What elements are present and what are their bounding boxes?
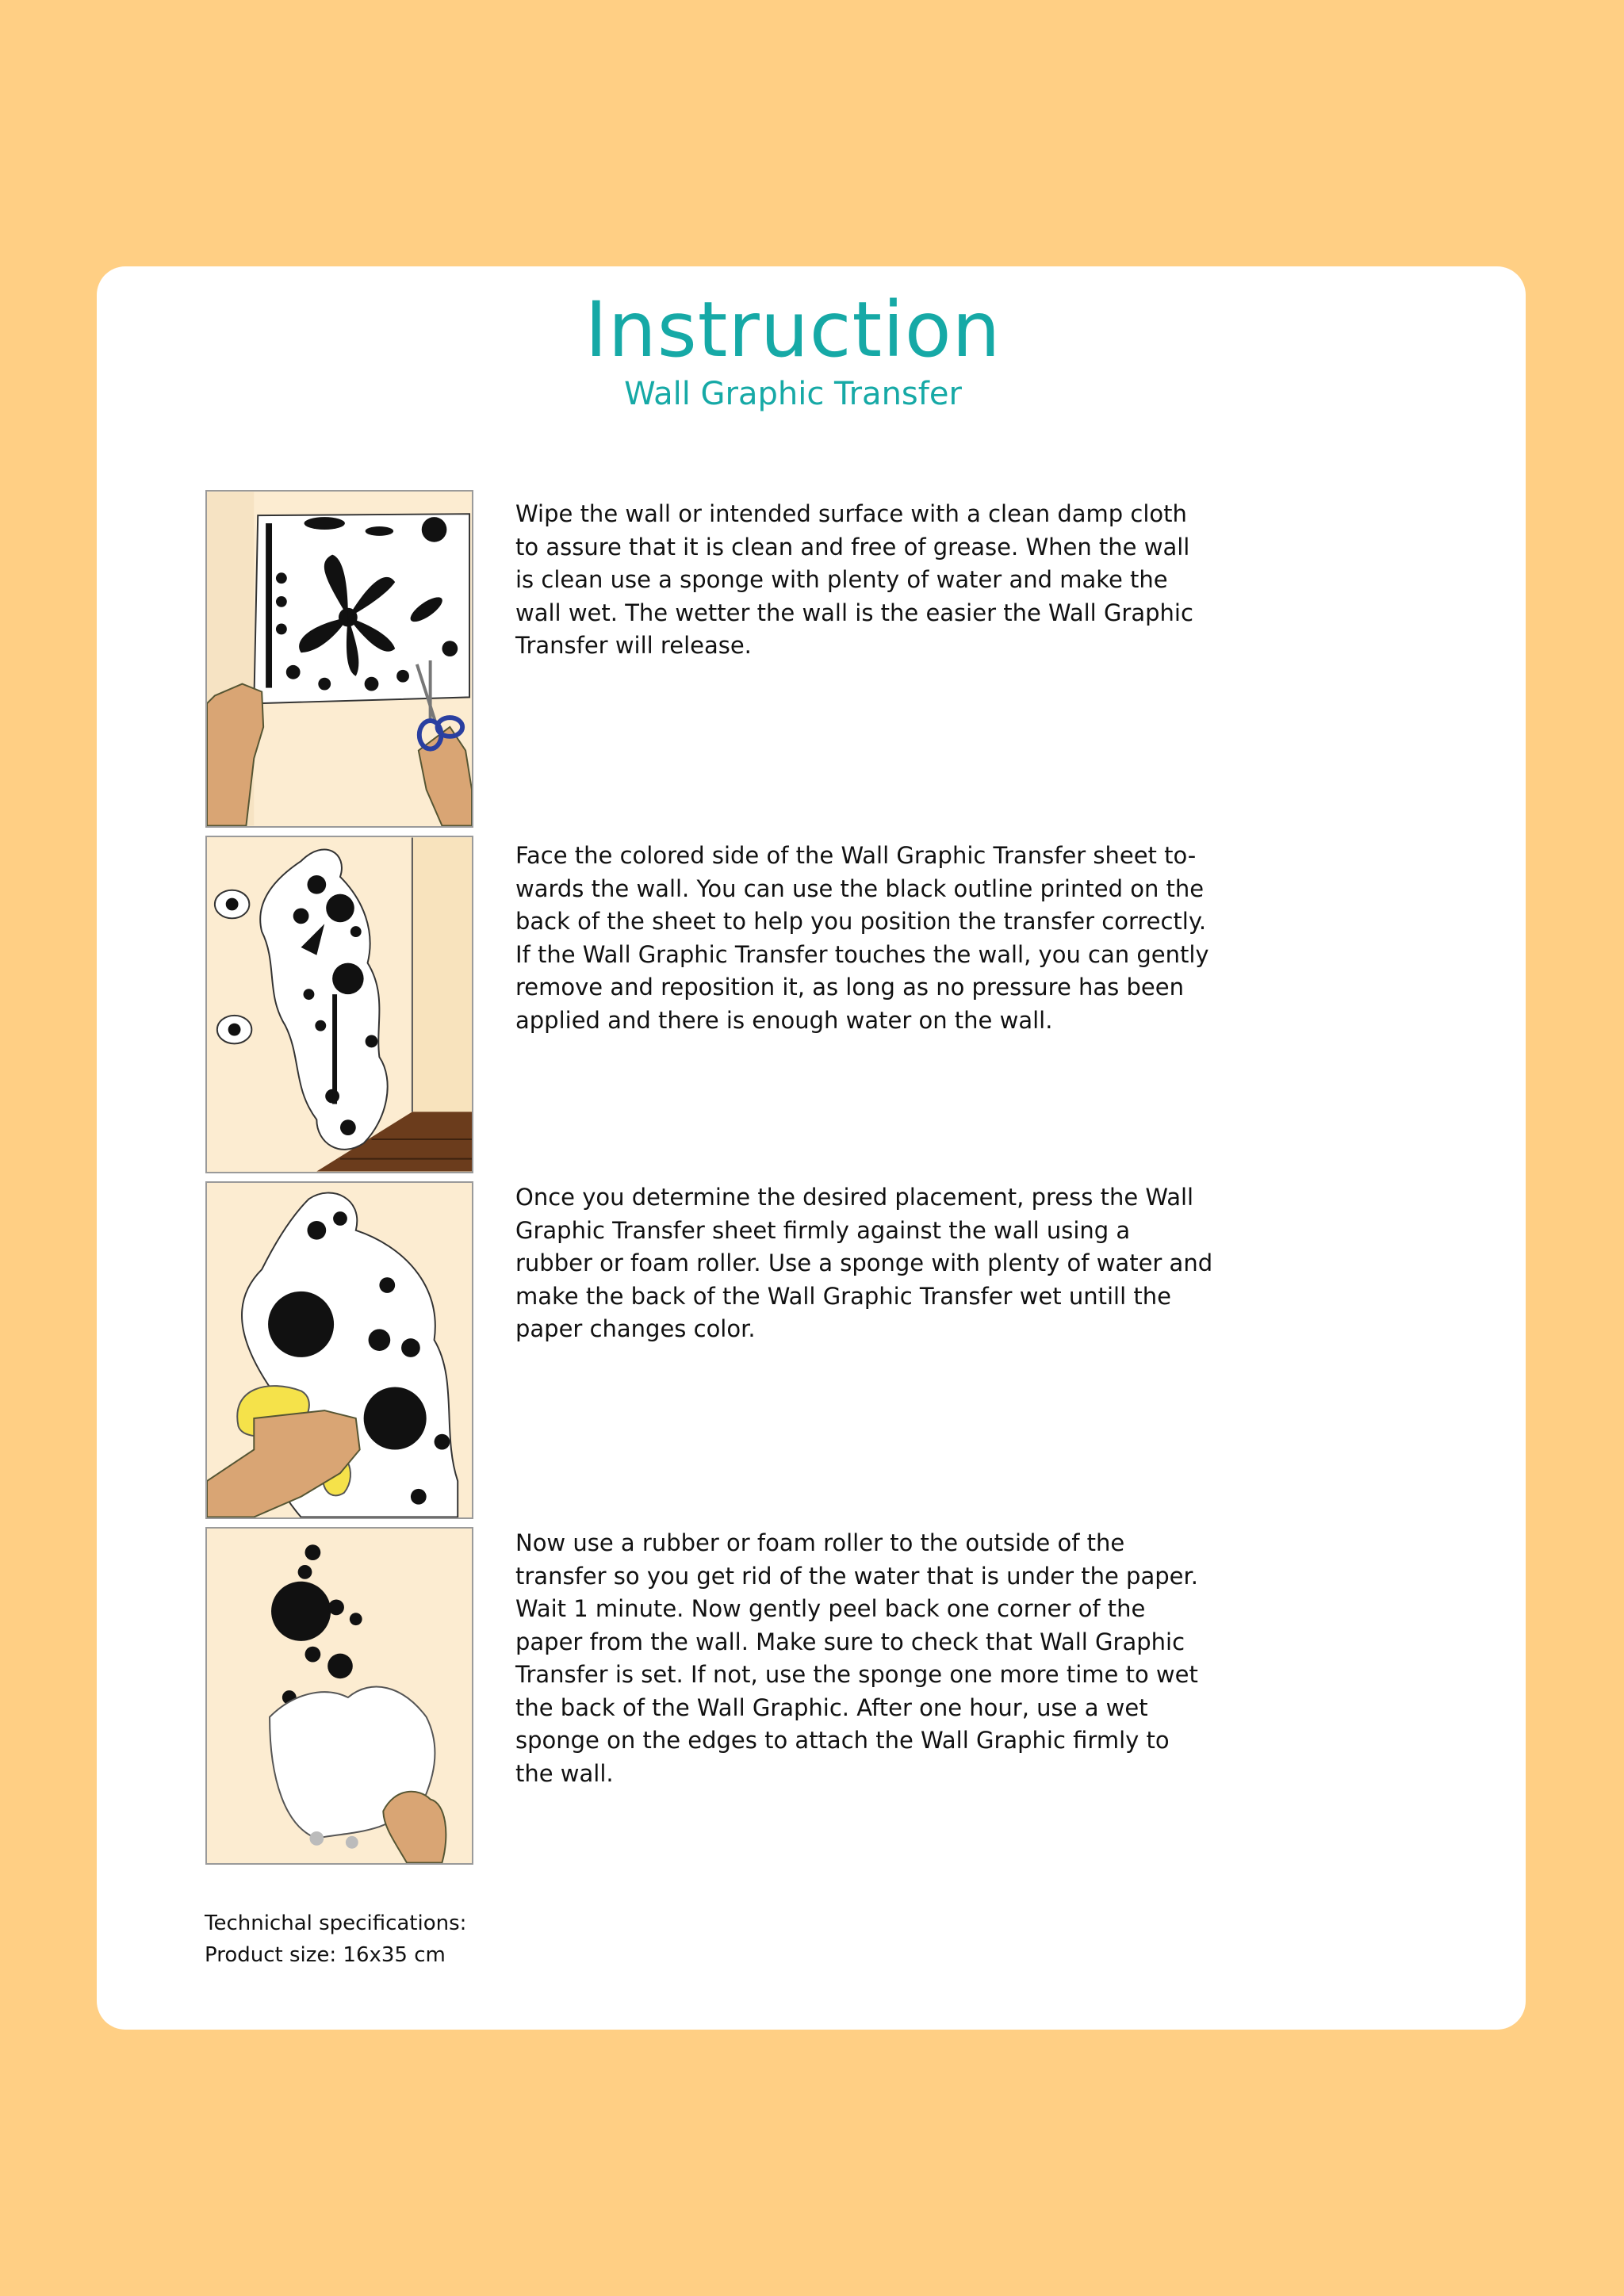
- step-4-text: Now use a rubber or foam roller to the outside of the transfer so you get rid of the water that is under the paper. Wait 1 minute. Now gently peel back one corner of the paper from the wall. Make sure to check that Wall Graphic Transfer is set. If not, use the sponge one more time to wet the back of the Wall Graphic. After one hour, use a wet sponge on the edges to attach the Wall Graphic firmly to the wall.: [515, 1529, 1198, 1787]
- step-4-illustration: [205, 1527, 473, 1865]
- step-2-text: Face the colored side of the Wall Graphic Transfer sheet to-wards the wall. You can use the black outline printed on the back of the sheet to help you position the transfer correctly. If the Wall Graphic Transfer touches the wall, you can gently remove and reposition it, as long as no pressure has been applied and there is enough water on the wall.: [515, 842, 1209, 1034]
- step-1-illustration: [205, 490, 473, 828]
- step-2-illustration: [205, 836, 473, 1173]
- step-1-text: Wipe the wall or intended surface with a clean damp cloth to assure that it is clean and free of grease. When the wall is clean use a sponge with plenty of water and make the wall wet. The wetter the wall is the easier the Wall Graphic Transfer will release.: [515, 500, 1193, 659]
- technical-specifications: [205, 1908, 466, 1971]
- page-subtitle: Wall Graphic Transfer: [624, 376, 962, 412]
- page-title: Instruction: [584, 285, 1002, 374]
- step-3-illustration: [205, 1181, 473, 1519]
- step-3-text: Once you determine the desired placement, press the Wall Graphic Transfer sheet firmly against the wall using a rubber or foam roller. Use a sponge with plenty of water and make the back of the Wall Graphic Transfer wet untill the paper changes color.: [515, 1184, 1213, 1342]
- product-size: Product size: 16x35 cm: [205, 1943, 446, 1967]
- peeling-paper-illustration: [207, 1529, 472, 1863]
- specs-heading: Technichal specifications:: [205, 1911, 467, 1935]
- sponge-wetting-illustration: [207, 1183, 472, 1517]
- cutting-sheet-illustration: [207, 492, 472, 826]
- positioning-sheet-illustration: [207, 837, 472, 1172]
